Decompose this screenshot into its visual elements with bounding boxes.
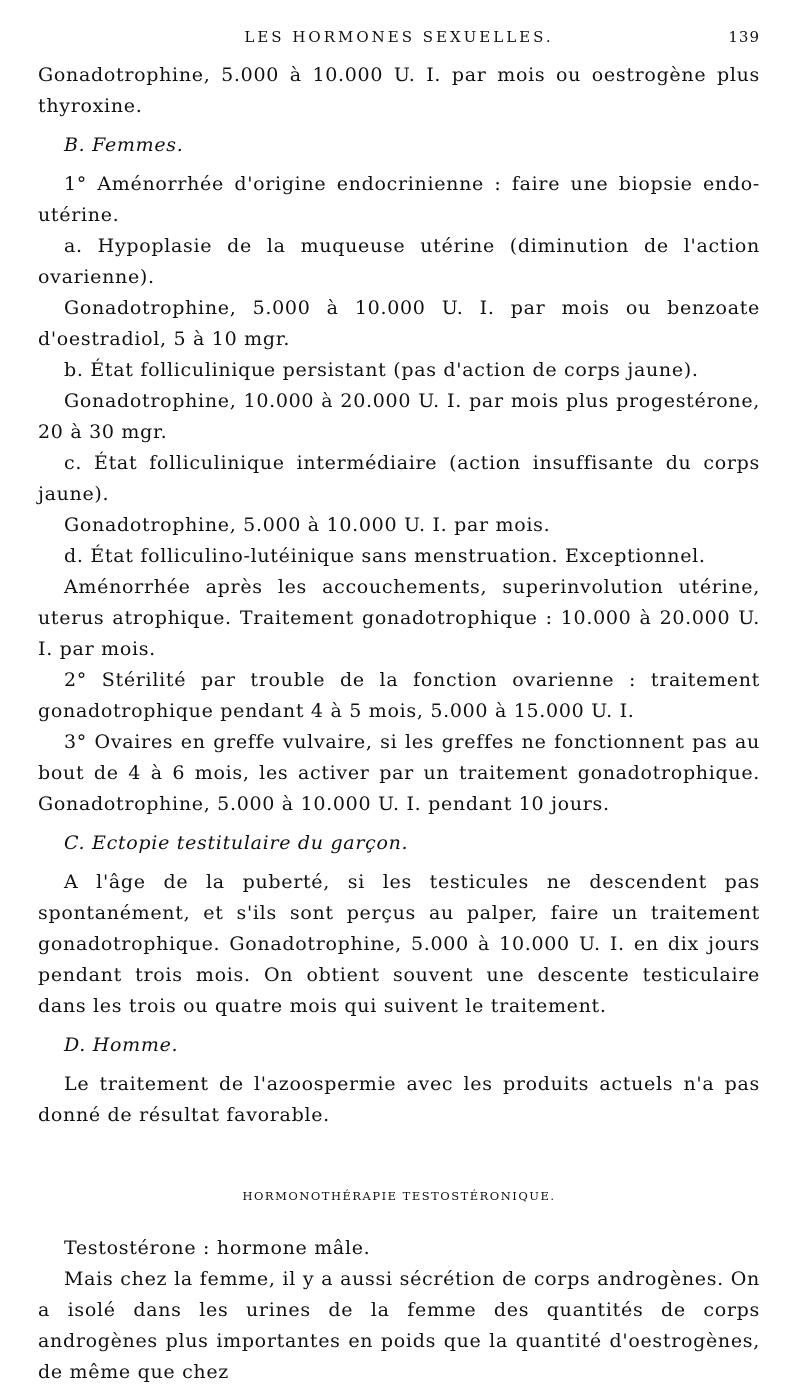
running-header	[38, 28, 760, 52]
section-heading-femmes: B. Femmes.	[64, 134, 184, 156]
book-page	[38, 28, 760, 1388]
paragraph: Mais chez la femme, il y a aussi sécrétion de corps androgènes. On a isolé dans les urines de la femme des quantités de corps androgènes plus importantes en poids que la quantité d'oestrogènes, de même que chez	[38, 1268, 760, 1383]
paragraph: Le traitement de l'azoospermie avec les produits actuels n'a pas donné de résultat favorable.	[38, 1073, 760, 1126]
paragraph: Gonadotrophine, 5.000 à 10.000 U. I. par mois ou benzoate d'oestradiol, 5 à 10 mgr.	[38, 297, 760, 350]
paragraph: Testostérone : hormone mâle.	[64, 1237, 371, 1259]
page-number: 139	[728, 28, 760, 46]
paragraph: 1° Aménorrhée d'origine endocrinienne : faire une biopsie endo-utérine.	[38, 173, 760, 226]
section-heading-ectopie: C. Ectopie testitulaire du garçon.	[64, 832, 409, 854]
paragraph: A l'âge de la puberté, si les testicules ne descendent pas spontanément, et s'ils sont perçus au palper, faire un traitement gonadotrophique. Gonadotrophine, 5.000 à 10.000 U. I. en dix jours pendant trois mois. On obtient souvent une descente testiculaire dans les trois ou quatre mois qui suivent le traitement.	[38, 871, 760, 1017]
paragraph: d. État folliculino-lutéinique sans menstruation. Exceptionnel.	[64, 545, 706, 567]
paragraph: 3° Ovaires en greffe vulvaire, si les greffes ne fonctionnent pas au bout de 4 à 6 mois, les activer par un traitement gonadotrophique. Gonadotrophine, 5.000 à 10.000 U. I. pendant 10 jours.	[38, 731, 760, 815]
paragraph: a. Hypoplasie de la muqueuse utérine (diminution de l'action ovarienne).	[38, 235, 760, 288]
paragraph: Aménorrhée après les accouchements, superinvolution utérine, uterus atrophique. Traitement gonadotrophique : 10.000 à 20.000 U. I. par mois.	[38, 576, 760, 660]
section-heading-homme: D. Homme.	[64, 1034, 179, 1056]
section-title-testosterone: HORMONOTHÉRAPIE TESTOSTÉRONIQUE.	[242, 1189, 556, 1203]
paragraph: 2° Stérilité par trouble de la fonction ovarienne : traitement gonadotrophique pendant 4 à 5 mois, 5.000 à 15.000 U. I.	[38, 669, 760, 722]
body-text	[38, 60, 760, 1388]
paragraph: Gonadotrophine, 5.000 à 10.000 U. I. par mois.	[64, 514, 551, 536]
paragraph: c. État folliculinique intermédiaire (action insuffisante du corps jaune).	[38, 452, 760, 505]
paragraph: Gonadotrophine, 5.000 à 10.000 U. I. par mois ou oestrogène plus thyroxine.	[38, 64, 760, 117]
paragraph: Gonadotrophine, 10.000 à 20.000 U. I. par mois plus progestérone, 20 à 30 mgr.	[38, 390, 760, 443]
running-title: LES HORMONES SEXUELLES.	[244, 28, 554, 46]
paragraph: b. État folliculinique persistant (pas d'action de corps jaune).	[64, 359, 699, 381]
